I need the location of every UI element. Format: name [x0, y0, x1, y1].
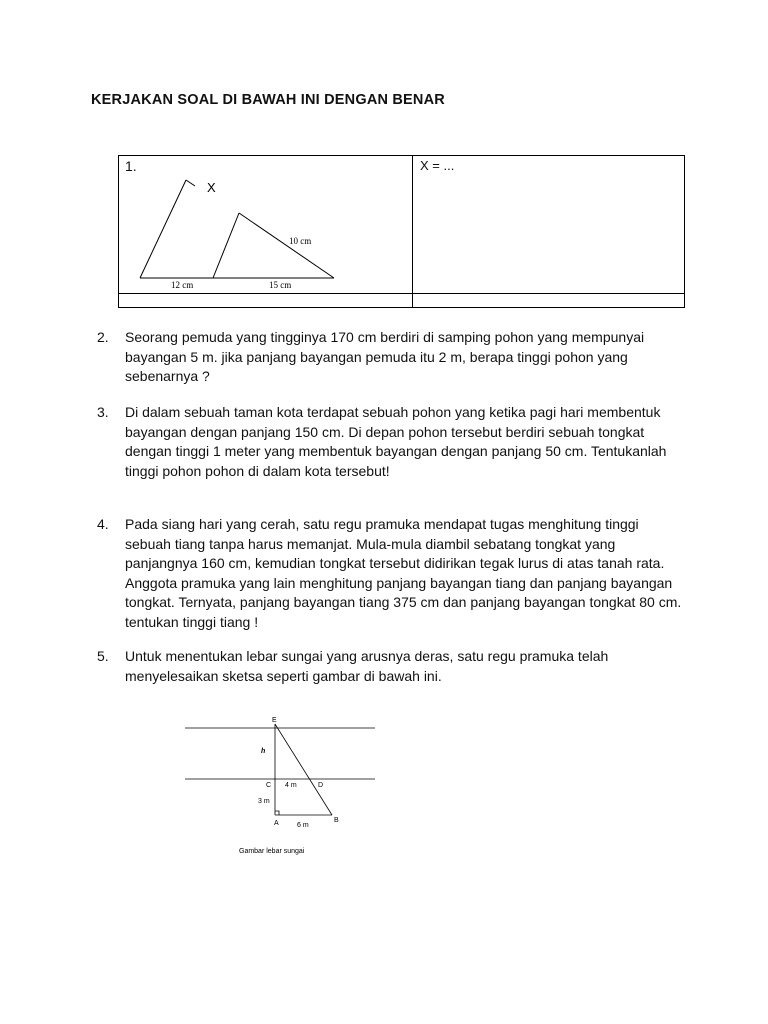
label-6m: 6 m [297, 822, 309, 829]
triangle-hypotenuse [239, 213, 334, 278]
question-line: dengan tinggi 1 meter yang membentuk bayangan dengan panjang 50 cm. Tentukanlah [125, 443, 667, 459]
label-h: h [261, 748, 266, 755]
big-triangle-left-side [140, 180, 186, 278]
question-1-answer-prompt: X = ... [420, 158, 455, 173]
question-number: 5. [97, 648, 109, 664]
label-15cm: 15 cm [269, 280, 292, 290]
question-text [125, 515, 695, 632]
label-b: B [334, 817, 339, 824]
question-line: Anggota pramuka yang lain menghitung panjang bayangan tiang dan panjang bayangan [125, 574, 673, 591]
table-divider-vertical [412, 156, 413, 307]
right-angle-marker [275, 811, 279, 815]
question-line: sebenarnya ? [125, 368, 210, 384]
question-line: tentukan tinggi tiang ! [125, 613, 259, 630]
label-a: A [274, 820, 279, 827]
label-d: D [318, 782, 324, 789]
question-line: Untuk menentukan lebar sungai yang arusnya deras, satu regu pramuka telah [125, 648, 609, 664]
line-eb [275, 724, 332, 815]
big-triangle-top-tick [186, 180, 195, 186]
figure-caption: Gambar lebar sungai [239, 848, 305, 855]
question-line: panjangnya 160 cm, kemudian tongkat tersebut didirikan tegak lurus di atas tanah rata. [125, 555, 665, 571]
question-1-number: 1. [125, 158, 137, 174]
question-number: 3. [97, 404, 109, 420]
label-3m: 3 m [258, 798, 270, 805]
question-number: 2. [97, 329, 109, 345]
label-12cm: 12 cm [171, 280, 194, 290]
question-line: sebuah tiang tanpa harus memanjat. Mula-mula diambil sebatang tongkat yang [125, 535, 616, 552]
question-line: bayangan 5 m. jika panjang bayangan pemuda itu 2 m, berapa tinggi pohon yang [125, 348, 628, 365]
question-text [125, 647, 695, 686]
question-line: tongkat. Ternyata, panjang bayangan tiang 375 cm dan panjang bayangan tongkat 80 cm. [125, 594, 682, 610]
question-line: Pada siang hari yang cerah, satu regu pramuka mendapat tugas menghitung tinggi [125, 516, 639, 532]
label-10cm: 10 cm [289, 236, 312, 246]
question-line: menyelesaikan sketsa seperti gambar di bawah ini. [125, 667, 442, 684]
small-triangle-left-side [213, 213, 239, 278]
question-number: 4. [97, 516, 109, 532]
question-line: Seorang pemuda yang tingginya 170 cm berdiri di samping pohon yang mempunyai [125, 329, 645, 345]
label-4m: 4 m [285, 782, 297, 789]
label-c: C [266, 782, 272, 789]
table-divider-horizontal [119, 293, 684, 294]
question-text [125, 328, 695, 387]
page-title: KERJAKAN SOAL DI BAWAH INI DENGAN BENAR [91, 92, 445, 108]
question-line: tinggi pohon pohon di dalam kota tersebut! [125, 462, 390, 479]
question-1-table [118, 155, 685, 308]
label-x: X [207, 180, 216, 195]
question-text [125, 403, 695, 481]
question-line: bayangan dengan panjang 150 cm. Di depan pohon tersebut berdiri sebuah tongkat [125, 423, 645, 440]
label-e: E [272, 717, 277, 724]
similar-triangles-figure [119, 156, 412, 293]
question-line: Di dalam sebuah taman kota terdapat sebuah pohon yang ketika pagi hari membentuk [125, 404, 661, 420]
river-width-figure [185, 712, 385, 862]
